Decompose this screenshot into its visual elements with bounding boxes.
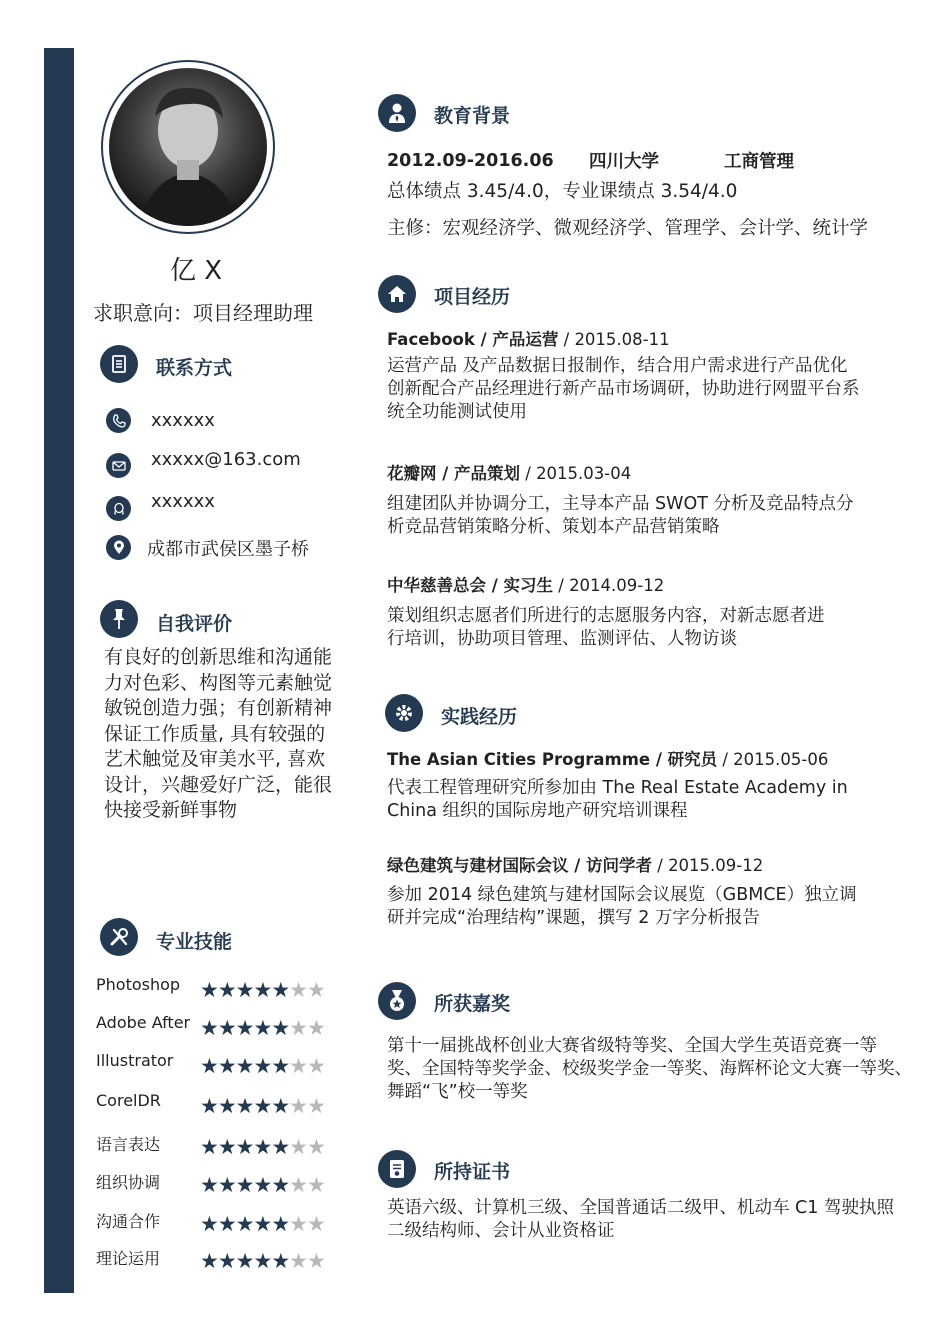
star-filled-icon: ★ — [235, 978, 254, 1002]
star-empty-icon: ★ — [306, 1016, 325, 1040]
project-desc-line: 析竞品营销策略分析、策划本产品营销策略 — [387, 517, 720, 537]
star-empty-icon: ★ — [306, 1094, 325, 1118]
skill-rating — [200, 1096, 325, 1117]
self-eval-section-title: 自我评价 — [156, 613, 233, 635]
star-filled-icon: ★ — [253, 1094, 272, 1118]
contact-address: 成都市武侯区墨子桥 — [147, 539, 309, 560]
project-description — [387, 605, 825, 651]
project-date: / 2015.03-04 — [520, 464, 632, 483]
project-date: / 2014.09-12 — [553, 576, 665, 595]
education-school: 四川大学 — [589, 152, 659, 172]
star-filled-icon: ★ — [253, 1249, 272, 1273]
star-filled-icon: ★ — [200, 978, 218, 1002]
skill-rating — [200, 1056, 325, 1077]
project-desc-line: 组建团队并协调分工，主导本产品 SWOT 分析及竞品特点分 — [387, 494, 854, 514]
skill-name: Adobe After — [96, 1013, 191, 1032]
certs-section-icon — [378, 1150, 416, 1188]
contact-qq: xxxxxx — [151, 491, 215, 512]
avatar — [109, 68, 267, 226]
star-filled-icon: ★ — [253, 1016, 272, 1040]
skill-rating — [200, 980, 325, 1001]
practice-date: / 2015.09-12 — [652, 856, 764, 875]
skills-section-title: 专业技能 — [156, 931, 233, 953]
project-desc-line: 创新配合产品经理进行新产品市场调研，协助进行网盟平台系 — [387, 379, 860, 399]
star-filled-icon: ★ — [271, 1173, 290, 1197]
awards-line: 第十一届挑战杯创业大赛省级特等奖、全国大学生英语竞赛一等 — [387, 1036, 877, 1056]
phone-icon — [106, 408, 131, 433]
star-filled-icon: ★ — [217, 1016, 236, 1040]
location-icon — [106, 535, 131, 560]
star-empty-icon: ★ — [306, 1212, 325, 1236]
star-empty-icon: ★ — [289, 1135, 307, 1159]
contact-section-title: 联系方式 — [156, 357, 233, 379]
practice-section-title: 实践经历 — [441, 706, 518, 728]
star-filled-icon: ★ — [235, 1249, 254, 1273]
certs-line: 英语六级、计算机三级、全国普通话二级甲、机动车 C1 驾驶执照 — [387, 1198, 894, 1218]
skill-name: 组织协调 — [96, 1173, 161, 1192]
star-filled-icon: ★ — [217, 1094, 236, 1118]
star-empty-icon: ★ — [306, 1249, 325, 1273]
star-filled-icon: ★ — [271, 1016, 290, 1040]
star-filled-icon: ★ — [217, 1173, 236, 1197]
self-eval-text: 有良好的创新思维和沟通能力对色彩、构图等元素触觉敏锐创造力强；有创新精神保证工作质量, 具有较强的艺术触觉及审美水平, 喜欢设计，兴趣爱好广泛，能很快接受新鲜事物 — [104, 646, 333, 821]
star-empty-icon: ★ — [289, 1173, 307, 1197]
star-filled-icon: ★ — [217, 1054, 236, 1078]
star-filled-icon: ★ — [253, 1212, 272, 1236]
skill-name: 理论运用 — [96, 1249, 161, 1268]
skill-rating — [200, 1251, 325, 1272]
certs-section-title: 所持证书 — [434, 1161, 511, 1183]
project-org: Facebook / 产品运营 — [387, 330, 559, 349]
star-empty-icon: ★ — [306, 1173, 325, 1197]
project-desc-line: 策划组织志愿者们所进行的志愿服务内容，对新志愿者进 — [387, 606, 825, 626]
practice-description — [387, 777, 848, 823]
education-major: 工商管理 — [724, 152, 794, 172]
skill-name: CorelDR — [96, 1091, 161, 1110]
project-description — [387, 493, 854, 539]
side-accent-bar — [44, 48, 74, 1293]
education-period: 2012.09-2016.06 — [387, 151, 554, 171]
star-filled-icon: ★ — [200, 1135, 218, 1159]
job-intent: 求职意向：项目经理助理 — [93, 301, 313, 325]
awards-line: 奖、全国特等奖学金、校级奖学金一等奖、海辉杯论文大赛一等奖、 — [387, 1059, 912, 1079]
project-org: 中华慈善总会 / 实习生 — [387, 576, 554, 595]
practice-desc-line: 代表工程管理研究所参加由 The Real Estate Academy in — [387, 778, 848, 798]
projects-section-icon — [378, 275, 416, 313]
practice-desc-line: China 组织的国际房地产研究培训课程 — [387, 801, 688, 821]
practice-desc-line: 研并完成“治理结构”课题，撰写 2 万字分析报告 — [387, 908, 760, 928]
star-filled-icon: ★ — [253, 978, 272, 1002]
star-empty-icon: ★ — [289, 1094, 307, 1118]
education-section-title: 教育背景 — [434, 105, 511, 127]
practice-date: / 2015.05-06 — [717, 750, 829, 769]
practice-desc-line: 参加 2014 绿色建筑与建材国际会议展览（GBMCE）独立调 — [387, 885, 857, 905]
project-date: / 2015.08-11 — [558, 330, 670, 349]
skill-name: 语言表达 — [96, 1135, 161, 1154]
contact-email: xxxxx@163.com — [151, 449, 301, 470]
star-filled-icon: ★ — [200, 1016, 218, 1040]
skill-name: Photoshop — [96, 975, 181, 994]
self-eval-section-icon — [100, 600, 138, 638]
education-section-icon — [378, 94, 416, 132]
star-empty-icon: ★ — [306, 1054, 325, 1078]
qq-icon — [106, 496, 131, 521]
star-filled-icon: ★ — [200, 1173, 218, 1197]
star-empty-icon: ★ — [306, 978, 325, 1002]
skill-rating — [200, 1175, 325, 1196]
projects-section-title: 项目经历 — [434, 286, 511, 308]
project-desc-line: 统全功能测试使用 — [387, 402, 527, 422]
education-gpa: 总体绩点 3.45/4.0，专业课绩点 3.54/4.0 — [387, 181, 738, 202]
star-empty-icon: ★ — [289, 1054, 307, 1078]
skill-name: 沟通合作 — [96, 1212, 161, 1231]
practice-org: The Asian Cities Programme / 研究员 — [387, 750, 718, 769]
star-filled-icon: ★ — [200, 1249, 218, 1273]
star-filled-icon: ★ — [217, 978, 236, 1002]
star-filled-icon: ★ — [235, 1016, 254, 1040]
practice-description — [387, 884, 857, 930]
awards-section-title: 所获嘉奖 — [434, 993, 511, 1015]
practice-header — [387, 746, 828, 770]
certs-text — [387, 1197, 894, 1243]
project-description — [387, 355, 860, 424]
star-filled-icon: ★ — [217, 1212, 236, 1236]
project-desc-line: 行培训，协助项目管理、监测评估、人物访谈 — [387, 629, 737, 649]
star-filled-icon: ★ — [235, 1054, 254, 1078]
star-empty-icon: ★ — [306, 1135, 325, 1159]
skills-section-icon — [100, 918, 138, 956]
awards-line: 舞蹈“飞”校一等奖 — [387, 1082, 528, 1102]
skill-name: Illustrator — [96, 1051, 174, 1070]
skill-rating — [200, 1214, 325, 1235]
contact-section-icon — [100, 345, 138, 383]
project-header — [387, 326, 670, 350]
certs-line: 二级结构师、会计从业资格证 — [387, 1221, 615, 1241]
project-header — [387, 460, 631, 484]
star-filled-icon: ★ — [217, 1135, 236, 1159]
star-filled-icon: ★ — [200, 1212, 218, 1236]
star-empty-icon: ★ — [289, 978, 307, 1002]
skill-rating — [200, 1018, 325, 1039]
project-header — [387, 572, 664, 596]
star-filled-icon: ★ — [235, 1135, 254, 1159]
education-courses: 主修：宏观经济学、微观经济学、管理学、会计学、统计学 — [387, 218, 869, 239]
practice-section-icon — [385, 694, 423, 732]
star-filled-icon: ★ — [235, 1212, 254, 1236]
email-icon — [106, 453, 131, 478]
star-filled-icon: ★ — [271, 1094, 290, 1118]
star-filled-icon: ★ — [271, 978, 290, 1002]
star-filled-icon: ★ — [200, 1054, 218, 1078]
awards-text — [387, 1035, 912, 1104]
practice-header — [387, 852, 763, 876]
star-filled-icon: ★ — [271, 1054, 290, 1078]
star-filled-icon: ★ — [253, 1054, 272, 1078]
star-filled-icon: ★ — [217, 1249, 236, 1273]
candidate-name: 亿 X — [170, 256, 223, 286]
star-filled-icon: ★ — [253, 1173, 272, 1197]
awards-section-icon — [378, 982, 416, 1020]
star-filled-icon: ★ — [271, 1135, 290, 1159]
star-filled-icon: ★ — [235, 1173, 254, 1197]
star-empty-icon: ★ — [289, 1212, 307, 1236]
practice-org: 绿色建筑与建材国际会议 / 访问学者 — [387, 856, 653, 875]
star-filled-icon: ★ — [200, 1094, 218, 1118]
skill-rating — [200, 1137, 325, 1158]
star-filled-icon: ★ — [253, 1135, 272, 1159]
contact-phone: xxxxxx — [151, 410, 215, 431]
star-filled-icon: ★ — [271, 1212, 290, 1236]
project-org: 花瓣网 / 产品策划 — [387, 464, 521, 483]
star-filled-icon: ★ — [235, 1094, 254, 1118]
star-empty-icon: ★ — [289, 1016, 307, 1040]
project-desc-line: 运营产品 及产品数据日报制作，结合用户需求进行产品优化 — [387, 356, 848, 376]
star-empty-icon: ★ — [289, 1249, 307, 1273]
star-filled-icon: ★ — [271, 1249, 290, 1273]
